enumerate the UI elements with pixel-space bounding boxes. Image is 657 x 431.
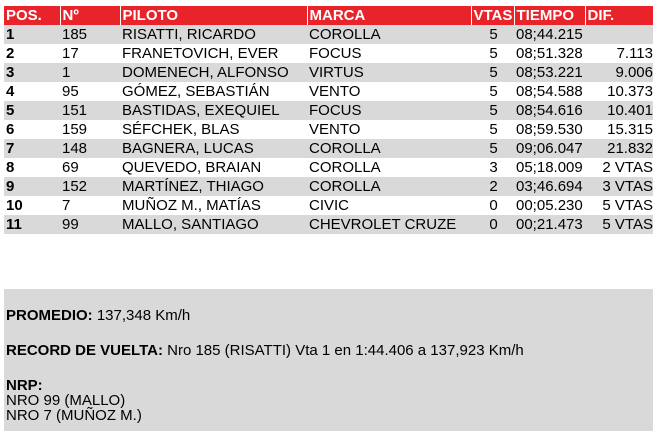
cell-dif: 3 VTAS	[585, 177, 653, 196]
nrp-label: NRP:	[6, 377, 43, 394]
cell-dif: 2 VTAS	[585, 158, 653, 177]
cell-piloto: MARTÍNEZ, THIAGO	[120, 177, 307, 196]
cell-piloto: MUÑOZ M., MATÍAS	[120, 196, 307, 215]
cell-piloto: MALLO, SANTIAGO	[120, 215, 307, 234]
cell-vtas: 5	[471, 139, 514, 158]
cell-num: 159	[60, 120, 120, 139]
table-row	[4, 139, 653, 158]
cell-marca: VENTO	[307, 82, 471, 101]
cell-tiempo: 09;06.047	[514, 139, 585, 158]
record-value: Nro 185 (RISATTI) Vta 1 en 1:44.406 a 137,923 Km/h	[162, 342, 524, 359]
cell-num: 151	[60, 101, 120, 120]
cell-pos: 7	[4, 139, 60, 158]
cell-vtas: 5	[471, 25, 514, 44]
cell-piloto: SÉFCHEK, BLAS	[120, 120, 307, 139]
cell-vtas: 5	[471, 101, 514, 120]
header-vtas: VTAS	[471, 6, 514, 25]
header-dif: DIF.	[585, 6, 653, 25]
cell-piloto: FRANETOVICH, EVER	[120, 44, 307, 63]
cell-tiempo: 08;51.328	[514, 44, 585, 63]
cell-dif: 9.006	[585, 63, 653, 82]
cell-tiempo: 03;46.694	[514, 177, 585, 196]
cell-num: 99	[60, 215, 120, 234]
cell-marca: FOCUS	[307, 101, 471, 120]
table-row	[4, 25, 653, 44]
record-line	[6, 342, 524, 360]
cell-vtas: 3	[471, 158, 514, 177]
nrp-item: NRO 99 (MALLO)	[6, 392, 126, 409]
cell-tiempo: 08;59.530	[514, 120, 585, 139]
table-row	[4, 158, 653, 177]
cell-pos: 9	[4, 177, 60, 196]
summary-panel	[4, 289, 653, 431]
cell-pos: 5	[4, 101, 60, 120]
table-row	[4, 82, 653, 101]
cell-vtas: 0	[471, 196, 514, 215]
cell-dif: 10.373	[585, 82, 653, 101]
cell-pos: 6	[4, 120, 60, 139]
header-pos: POS.	[4, 6, 60, 25]
cell-vtas: 2	[471, 177, 514, 196]
table-row	[4, 120, 653, 139]
cell-num: 69	[60, 158, 120, 177]
cell-pos: 1	[4, 25, 60, 44]
cell-num: 95	[60, 82, 120, 101]
table-row	[4, 44, 653, 63]
cell-num: 152	[60, 177, 120, 196]
cell-marca: COROLLA	[307, 158, 471, 177]
cell-num: 7	[60, 196, 120, 215]
cell-num: 148	[60, 139, 120, 158]
table-header-row	[4, 6, 653, 25]
cell-pos: 4	[4, 82, 60, 101]
cell-piloto: BAGNERA, LUCAS	[120, 139, 307, 158]
cell-tiempo: 08;44.215	[514, 25, 585, 44]
cell-marca: COROLLA	[307, 177, 471, 196]
cell-dif: 7.113	[585, 44, 653, 63]
cell-tiempo: 00;05.230	[514, 196, 585, 215]
cell-marca: CIVIC	[307, 196, 471, 215]
cell-vtas: 5	[471, 63, 514, 82]
cell-vtas: 0	[471, 215, 514, 234]
cell-marca: COROLLA	[307, 139, 471, 158]
cell-vtas: 5	[471, 44, 514, 63]
cell-pos: 11	[4, 215, 60, 234]
cell-vtas: 5	[471, 82, 514, 101]
cell-num: 1	[60, 63, 120, 82]
cell-tiempo: 08;54.588	[514, 82, 585, 101]
cell-dif: 15.315	[585, 120, 653, 139]
cell-dif: 10.401	[585, 101, 653, 120]
cell-tiempo: 08;53.221	[514, 63, 585, 82]
cell-marca: COROLLA	[307, 25, 471, 44]
cell-piloto: GÓMEZ, SEBASTIÁN	[120, 82, 307, 101]
cell-pos: 2	[4, 44, 60, 63]
table-row	[4, 101, 653, 120]
cell-num: 185	[60, 25, 120, 44]
cell-marca: CHEVROLET CRUZE	[307, 215, 471, 234]
cell-tiempo: 05;18.009	[514, 158, 585, 177]
header-piloto: PILOTO	[120, 6, 307, 25]
cell-piloto: QUEVEDO, BRAIAN	[120, 158, 307, 177]
cell-pos: 3	[4, 63, 60, 82]
header-tiempo: TIEMPO	[514, 6, 585, 25]
cell-pos: 8	[4, 158, 60, 177]
cell-marca: VIRTUS	[307, 63, 471, 82]
table-row	[4, 63, 653, 82]
cell-vtas: 5	[471, 120, 514, 139]
header-marca: MARCA	[307, 6, 471, 25]
table-row	[4, 177, 653, 196]
cell-marca: VENTO	[307, 120, 471, 139]
cell-piloto: DOMENECH, ALFONSO	[120, 63, 307, 82]
nrp-item: NRO 7 (MUÑOZ M.)	[6, 407, 142, 424]
cell-piloto: RISATTI, RICARDO	[120, 25, 307, 44]
cell-tiempo: 00;21.473	[514, 215, 585, 234]
results-table	[4, 6, 653, 234]
cell-num: 17	[60, 44, 120, 63]
header-num: Nº	[60, 6, 120, 25]
table-row	[4, 196, 653, 215]
cell-piloto: BASTIDAS, EXEQUIEL	[120, 101, 307, 120]
record-label: RECORD DE VUELTA:	[6, 342, 163, 359]
promedio-line	[6, 307, 190, 325]
promedio-value: 137,348 Km/h	[92, 307, 191, 324]
cell-dif: 5 VTAS	[585, 215, 653, 234]
cell-dif: 21.832	[585, 139, 653, 158]
table-row	[4, 215, 653, 234]
cell-marca: FOCUS	[307, 44, 471, 63]
cell-dif	[585, 25, 653, 44]
cell-dif: 5 VTAS	[585, 196, 653, 215]
promedio-label: PROMEDIO:	[6, 307, 93, 324]
cell-tiempo: 08;54.616	[514, 101, 585, 120]
cell-pos: 10	[4, 196, 60, 215]
